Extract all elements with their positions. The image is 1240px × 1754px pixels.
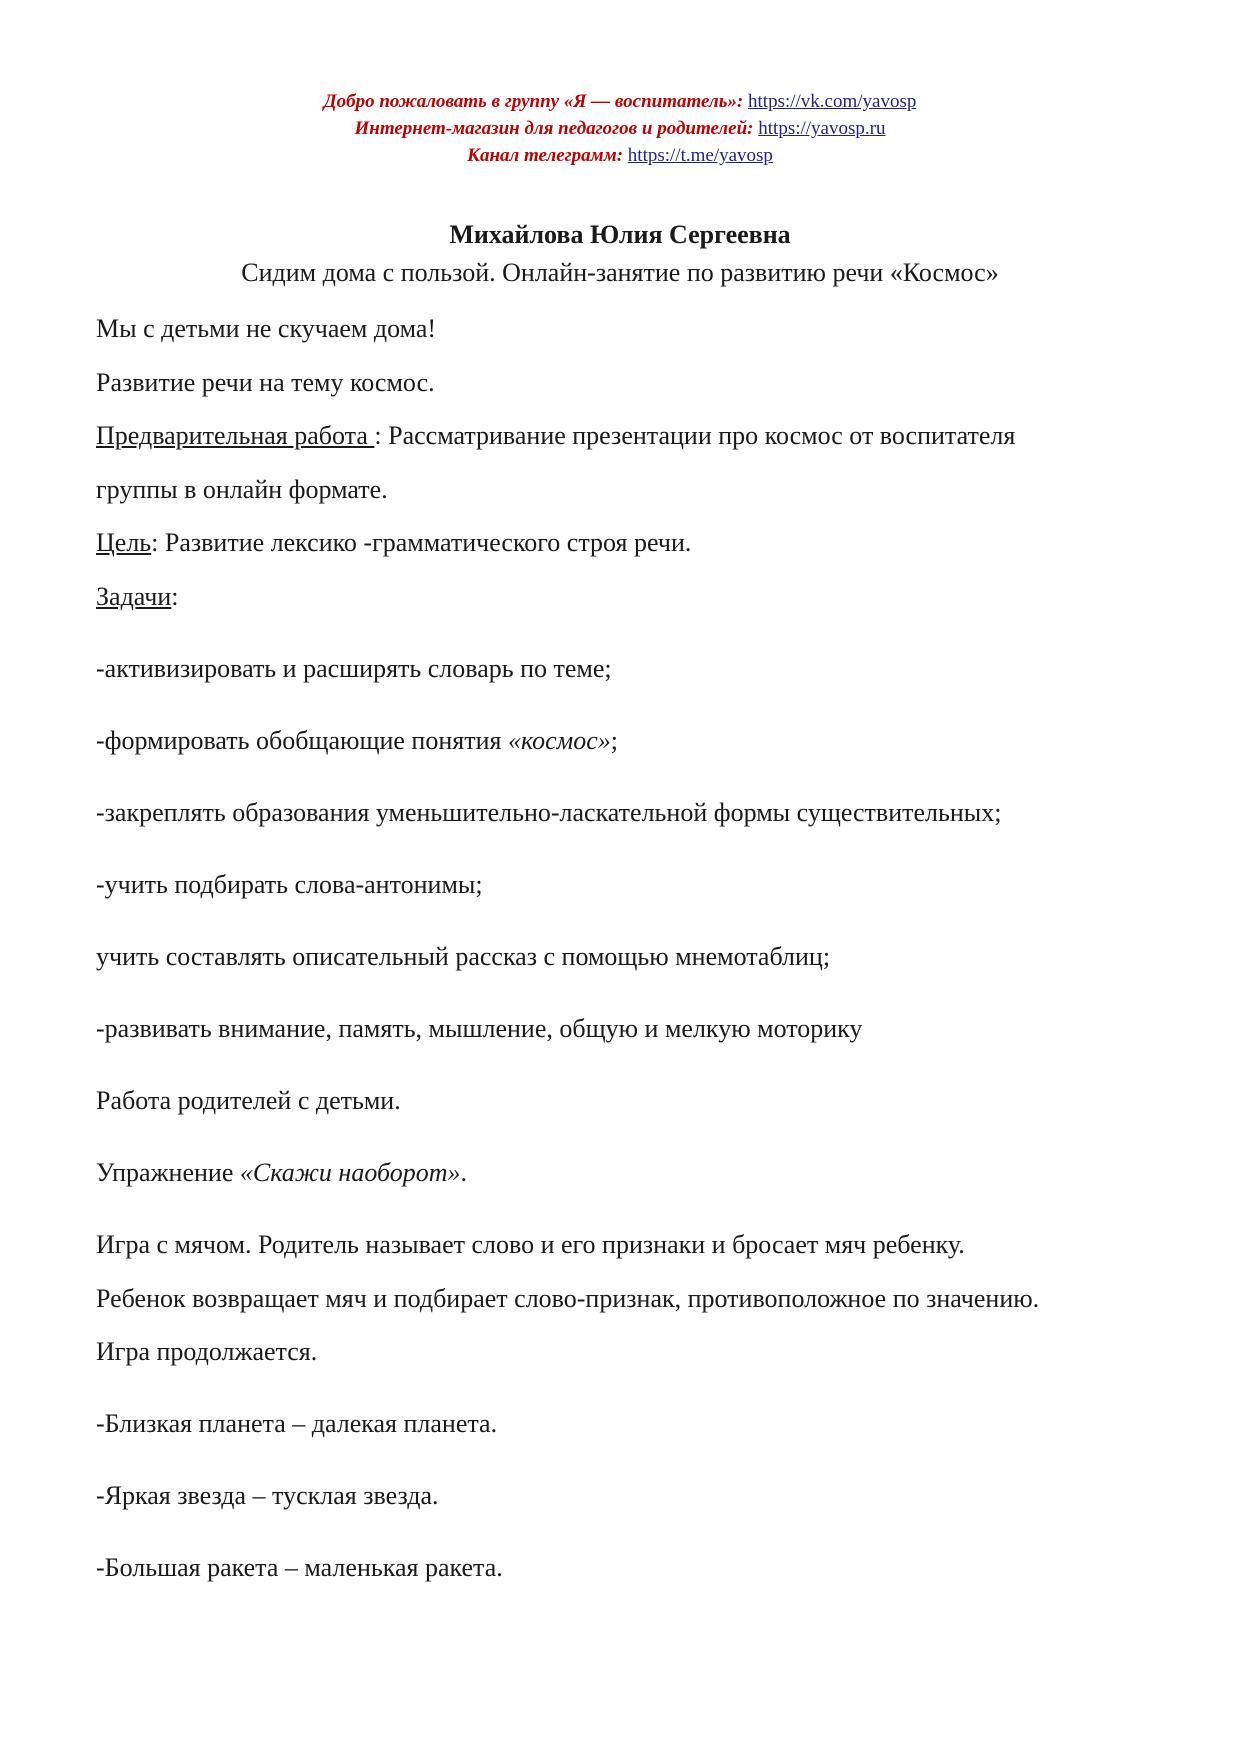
task-item-3: -закреплять образования уменьшительно-ласкательной формы существительных; [96, 798, 1002, 827]
parents-work-line: Работа родителей с детьми. [96, 1086, 401, 1115]
exercise-prefix: Упражнение [96, 1158, 240, 1187]
task-item-4: -учить подбирать слова-антонимы; [96, 870, 483, 899]
task-2-suffix: ; [610, 726, 619, 755]
exercise-name: «Скажи наоборот» [239, 1158, 461, 1187]
preparation-line [96, 421, 1015, 451]
task-2-prefix: -формировать обобщающие понятия [96, 726, 508, 755]
vk-link[interactable]: https://vk.com/yavosp [748, 91, 917, 112]
preparation-label: Предварительная работа [96, 421, 375, 450]
tasks-label: Задачи [96, 582, 172, 611]
telegram-line [0, 142, 1240, 169]
shop-label: Интернет-магазин для педагогов и родителей: [354, 118, 754, 139]
task-2-italic: «космос» [507, 726, 611, 755]
tasks-colon: : [171, 582, 179, 611]
intro-line-1: Мы с детьми не скучаем дома! [96, 314, 437, 343]
task-item-5: учить составлять описательный рассказ с помощью мнемотаблиц; [96, 942, 831, 971]
intro-line-2: Развитие речи на тему космос. [96, 368, 435, 397]
welcome-line [0, 88, 1240, 115]
preparation-text: : Рассматривание презентации про космос от воспитателя [374, 421, 1016, 450]
shop-line [0, 115, 1240, 142]
exercise-line [96, 1158, 467, 1188]
game-line-1: Игра с мячом. Родитель называет слово и его признаки и бросает мяч ребенку. [96, 1230, 965, 1259]
document-subtitle: Сидим дома с пользой. Онлайн-занятие по развитию речи «Космос» [241, 258, 999, 287]
exercise-suffix: . [460, 1158, 467, 1187]
telegram-link[interactable]: https://t.me/yavosp [627, 145, 773, 166]
header-links [0, 88, 1240, 169]
game-line-2: Ребенок возвращает мяч и подбирает слово-признак, противоположное по значению. [96, 1284, 1040, 1313]
game-line-3: Игра продолжается. [96, 1337, 318, 1366]
author-name: Михайлова Юлия Сергеевна [449, 220, 791, 249]
goal-label: Цель [96, 528, 152, 557]
telegram-label: Канал телеграмм: [467, 145, 624, 166]
task-item-1: -активизировать и расширять словарь по теме; [96, 654, 612, 683]
antonym-pair-1: -Близкая планета – далекая планета. [96, 1409, 498, 1438]
antonym-pair-2: -Яркая звезда – тусклая звезда. [96, 1481, 439, 1510]
shop-link[interactable]: https://yavosp.ru [758, 118, 886, 139]
antonym-pair-3: -Большая ракета – маленькая ракета. [96, 1553, 503, 1582]
welcome-label: Добро пожаловать в группу «Я — воспитатель»: [323, 91, 744, 112]
goal-text: : Развитие лексико -грамматического строя речи. [151, 528, 692, 557]
task-item-2 [96, 726, 618, 756]
preparation-line-2: группы в онлайн формате. [96, 475, 388, 504]
task-item-6: -развивать внимание, память, мышление, общую и мелкую моторику [96, 1014, 863, 1043]
goal-line [96, 528, 691, 558]
tasks-heading [96, 582, 179, 612]
